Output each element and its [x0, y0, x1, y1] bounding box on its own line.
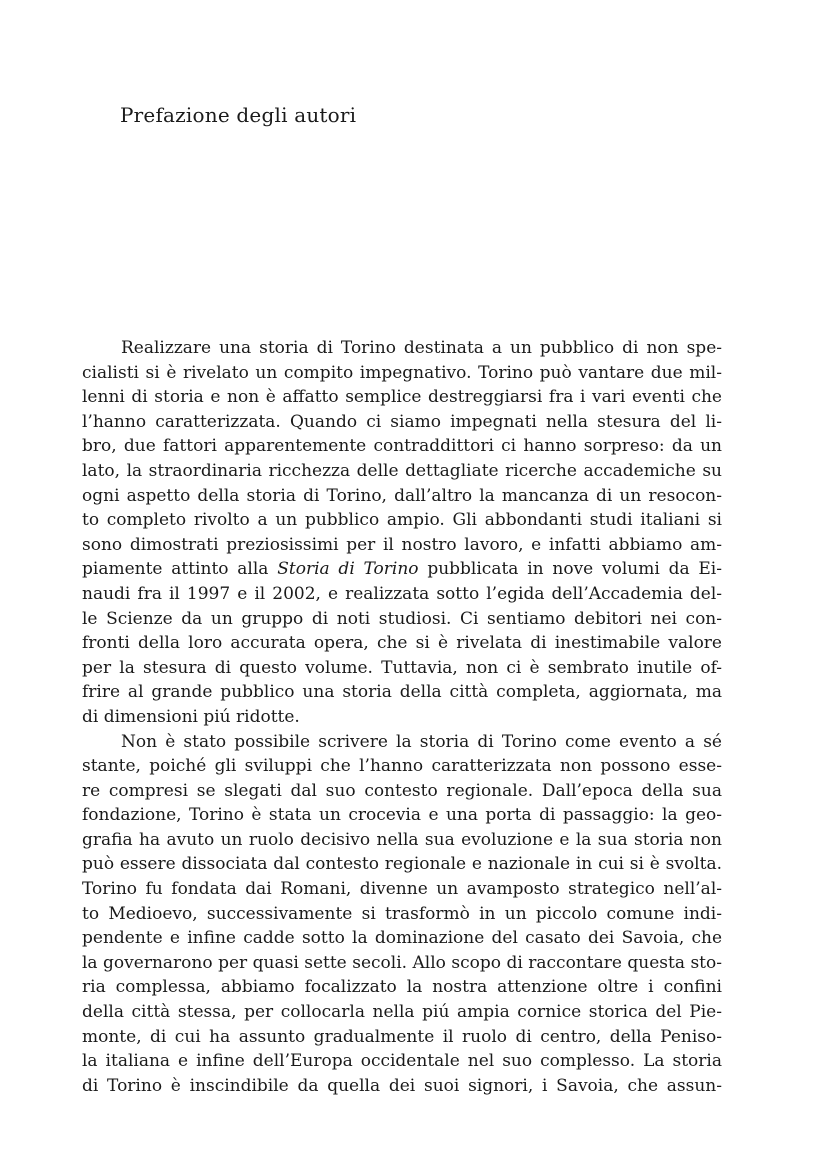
text-line: l’hanno caratterizzata. Quando ci siamo impegnati nella stesura del li- — [82, 411, 722, 432]
text-line: to Medioevo, successivamente si trasformò in un piccolo comune indi- — [82, 903, 722, 924]
text-line: fronti della loro accurata opera, che si è rivelata di inestimabile valore — [82, 633, 722, 654]
text-line: pendente e infine cadde sotto la dominazione del casato dei Savoia, che — [82, 928, 722, 949]
book-title-italic: Storia di Torino — [277, 559, 419, 580]
text-line: Non è stato possibile scrivere la storia di Torino come evento a sé — [121, 731, 722, 752]
paragraph — [82, 336, 722, 730]
text-line: grafia ha avuto un ruolo decisivo nella sua evoluzione e la sua storia non — [82, 829, 722, 850]
text-line: la governarono per quasi sette secoli. Allo scopo di raccontare questa sto- — [82, 952, 722, 973]
text-line: di Torino è inscindibile da quella dei suoi signori, i Savoia, che assun- — [82, 1075, 722, 1096]
text-line: Realizzare una storia di Torino destinata a un pubblico di non spe- — [121, 338, 722, 358]
text-line: naudi fra il 1997 e il 2002, e realizzata sotto l’egida dell’Accademia del- — [82, 583, 722, 604]
text-line: della città stessa, per collocarla nella piú ampia cornice storica del Pie- — [82, 1002, 722, 1023]
text-line: di dimensioni piú ridotte. — [82, 706, 300, 727]
body-text — [82, 336, 722, 1098]
text-line: per la stesura di questo volume. Tuttavia, non ci è sembrato inutile of- — [82, 657, 722, 678]
text-line: ria complessa, abbiamo focalizzato la nostra attenzione oltre i confini — [82, 977, 722, 998]
text-line: lato, la straordinaria ricchezza delle dettagliate ricerche accademiche su — [82, 460, 722, 481]
paragraph — [82, 730, 722, 1099]
text-line: bro, due fattori apparentemente contraddittori ci hanno sorpreso: da un — [82, 436, 722, 457]
text-line: la italiana e infine dell’Europa occidentale nel suo complesso. La storia — [82, 1051, 722, 1072]
text-line: re compresi se slegati dal suo contesto regionale. Dall’epoca della sua — [82, 780, 722, 801]
chapter-title: Prefazione degli autori — [120, 103, 357, 127]
text-segment: piamente attinto alla — [82, 559, 278, 580]
text-line: sono dimostrati preziosissimi per il nostro lavoro, e infatti abbiamo am- — [82, 534, 722, 555]
text-line: lenni di storia e non è affatto semplice destreggiarsi fra i vari eventi che — [82, 387, 722, 408]
text-line: Torino fu fondata dai Romani, divenne un avamposto strategico nell’al- — [82, 879, 722, 900]
text-line: frire al grande pubblico una storia della città completa, aggiornata, ma — [82, 682, 722, 703]
text-segment: pubblicata in nove volumi da Ei- — [418, 559, 722, 580]
text-line: può essere dissociata dal contesto regionale e nazionale in cui si è svolta. — [82, 854, 722, 875]
text-line: to completo rivolto a un pubblico ampio. Gli abbondanti studi italiani si — [82, 510, 722, 531]
text-line: ogni aspetto della storia di Torino, dall’altro la mancanza di un resocon- — [82, 485, 722, 506]
text-line: monte, di cui ha assunto gradualmente il ruolo di centro, della Peniso- — [82, 1026, 722, 1047]
text-line: fondazione, Torino è stata un crocevia e una porta di passaggio: la geo- — [82, 805, 722, 826]
text-line: le Scienze da un gruppo di noti studiosi. Ci sentiamo debitori nei con- — [82, 608, 722, 629]
text-line: stante, poiché gli sviluppi che l’hanno caratterizzata non possono esse- — [82, 756, 722, 777]
text-line: cialisti si è rivelato un compito impegnativo. Torino può vantare due mil- — [82, 362, 722, 383]
text-line — [82, 557, 722, 582]
